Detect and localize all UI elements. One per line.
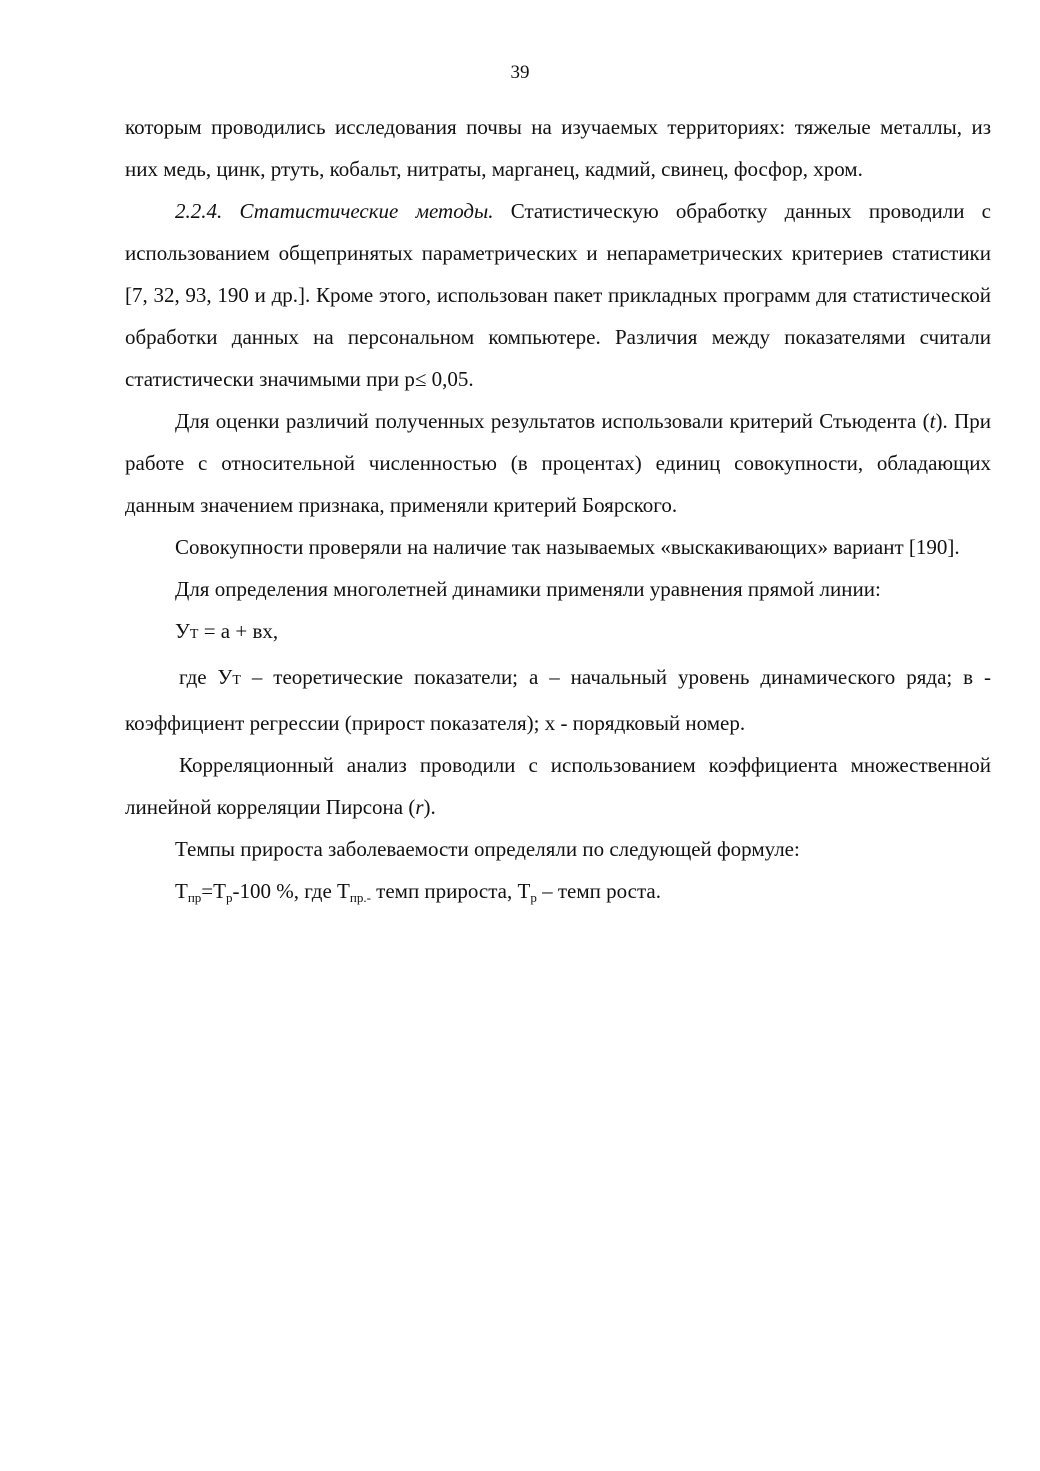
paragraph-statistical-methods (125, 190, 991, 400)
formula-subscript: р (530, 890, 537, 905)
paragraph-dynamics: Для определения многолетней динамики применяли уравнения прямой линии: (175, 577, 881, 601)
eq-text: = а + вх, (198, 619, 279, 643)
paragraph-text: ). (423, 795, 436, 819)
eq-symbol: У (175, 619, 190, 643)
formula-text: -100 %, где Т (232, 879, 350, 903)
paragraph-correlation (125, 744, 991, 828)
symbol-r: r (415, 795, 424, 819)
eq-subscript: Т (189, 627, 199, 642)
paragraph-text: Статистическую обработку данных проводили с использованием общепринятых параметрических и непараметрических критериев статистики [7, 32, 93, 190 и др.]. Кроме этого, использован пакет прикладных программ для статистической обработки данных на персональном компьютере. Различия между показателями считали статистически значимыми при р≤ 0,05. (125, 199, 991, 391)
paragraph-growth-rate: Темпы прироста заболеваемости определяли по следующей формуле: (175, 837, 800, 861)
paragraph-text: Для оценки различий полученных результатов использовали критерий Стьюдента ( (175, 409, 930, 433)
formula-text: темп прироста, Т (370, 879, 531, 903)
formula-subscript: р (225, 890, 233, 905)
formula-text: Т (175, 879, 188, 903)
formula-subscript: пр.- (349, 890, 371, 905)
eq-subscript: Т (232, 673, 241, 688)
equation-line (125, 610, 991, 656)
document-body (125, 106, 991, 915)
paragraph-text: – теоретические показатели; а – начальный уровень динамического ряда; в - коэффициент регрессии (прирост показателя); х - порядковый номер. (125, 665, 991, 735)
formula-growth-rate (125, 870, 991, 915)
paragraph-soil-metals: которым проводились исследования почвы на изучаемых территориях: тяжелые металлы, из них медь, цинк, ртуть, кобальт, нитраты, марганец, кадмий, свинец, фосфор, хром. (125, 115, 991, 181)
formula-text: – темп роста. (536, 879, 661, 903)
section-heading: 2.2.4. Статистические методы. (175, 199, 494, 223)
page-number: 39 (510, 62, 530, 83)
paragraph-outliers: Совокупности проверяли на наличие так называемых «выскакивающих» вариант [190]. (175, 535, 960, 559)
paragraph-equation-legend (125, 656, 991, 744)
symbol-t: t (929, 409, 936, 433)
formula-text: =Т (201, 879, 226, 903)
paragraph-text: где У (179, 665, 233, 689)
paragraph-text: Корреляционный анализ проводили с использованием коэффициента множественной линейной корреляции Пирсона ( (125, 753, 991, 819)
paragraph-text: ). При работе с относительной численностью (в процентах) единиц совокупности, обладающих данным значением признака, применяли критерий Боярского. (125, 409, 991, 517)
formula-subscript: пр (187, 890, 202, 905)
paragraph-student-test (125, 400, 991, 526)
